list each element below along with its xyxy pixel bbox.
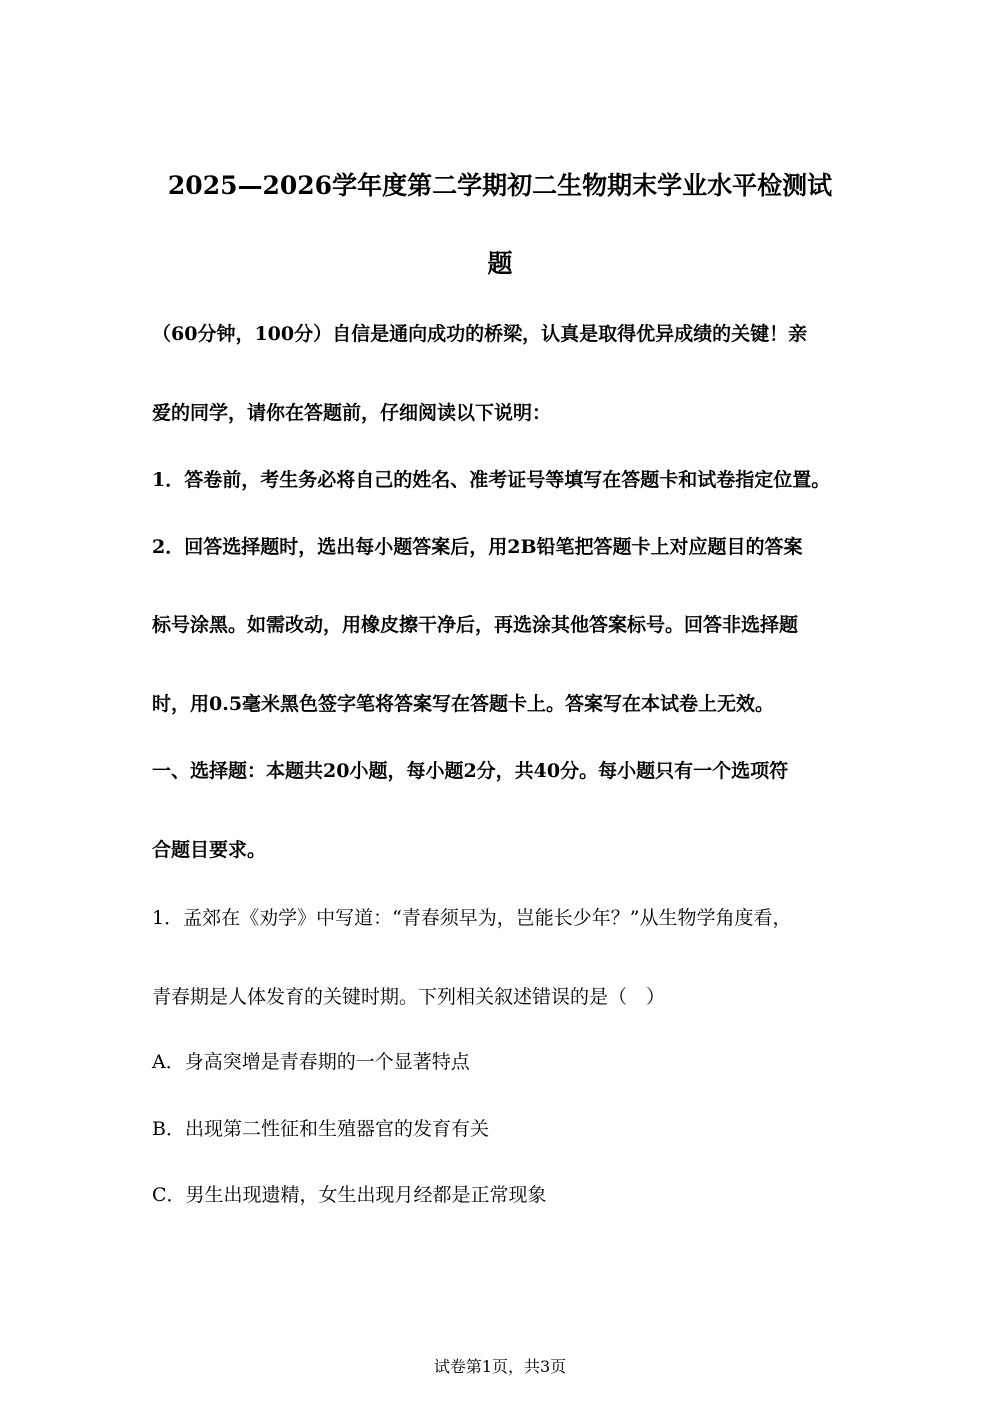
intro-line1: （60分钟，100分）自信是通向成功的桥梁，认真是取得优异成绩的关键！亲 xyxy=(152,323,808,345)
exam-title-line2: 题 xyxy=(487,249,513,278)
instruction-2-line1: 2．回答选择题时，选出每小题答案后，用2B铅笔把答题卡上对应题目的答案 xyxy=(152,536,803,558)
page-footer: 试卷第1页，共3页 xyxy=(433,1357,567,1376)
question-1-stem-line1: 1．孟郊在《劝学》中写道：“青春须早为，岂能长少年？”从生物学角度看， xyxy=(152,907,792,929)
section-1-heading-line2: 合题目要求。 xyxy=(152,839,267,861)
instruction-1: 1．答卷前，考生务必将自己的姓名、准考证号等填写在答题卡和试卷指定位置。 xyxy=(152,469,831,491)
question-1-option-a: A．身高突增是青春期的一个显著特点 xyxy=(152,1051,470,1073)
intro-line2: 爱的同学，请你在答题前，仔细阅读以下说明： xyxy=(152,402,552,424)
instruction-2-line2: 标号涂黑。如需改动，用橡皮擦干净后，再选涂其他答案标号。回答非选择题 xyxy=(152,614,799,636)
question-1-stem-line2: 青春期是人体发育的关键时期。下列相关叙述错误的是（ ） xyxy=(152,986,666,1008)
question-1-option-c: C．男生出现遗精，女生出现月经都是正常现象 xyxy=(152,1184,547,1206)
exam-title-line1: 2025—2026学年度第二学期初二生物期末学业水平检测试 xyxy=(167,171,833,200)
question-1-option-b: B．出现第二性征和生殖器官的发育有关 xyxy=(152,1118,489,1140)
section-1-heading-line1: 一、选择题：本题共20小题，每小题2分，共40分。每小题只有一个选项符 xyxy=(152,760,789,782)
instruction-2-line3: 时，用0.5毫米黑色签字笔将答案写在答题卡上。答案写在本试卷上无效。 xyxy=(152,693,775,715)
